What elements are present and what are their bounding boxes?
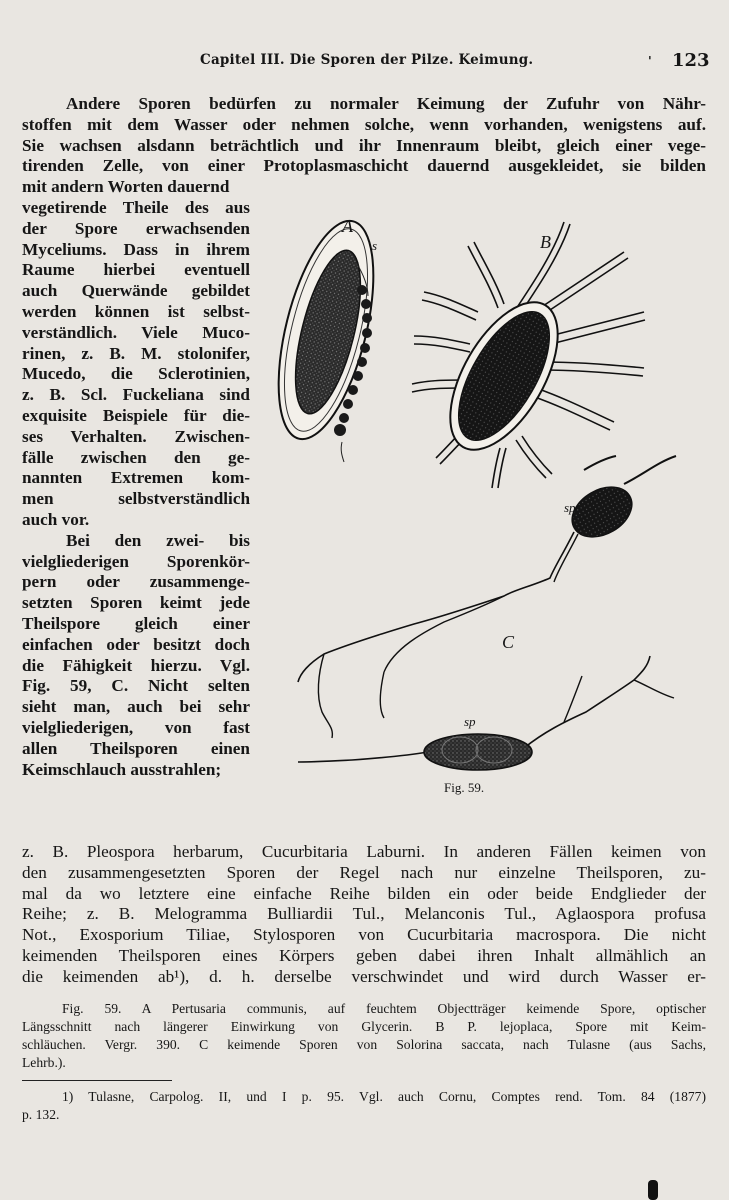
caption-line: Längsschnitt nach längerer Einwirkung von Glycerin. B P. lejoplaca, Spore mit Keim- xyxy=(22,1019,706,1034)
text-line: mal da wo letztere eine einfache Reihe bilden ein oder beide Endglieder der xyxy=(22,883,706,903)
text-line: sieht man, auch bei sehr xyxy=(22,697,250,717)
caption-line: Lehrb.). xyxy=(22,1055,66,1070)
running-title: Capitel III. Die Sporen der Pilze. Keimung. xyxy=(200,52,534,68)
text-line: nannten Extremen kom- xyxy=(22,468,250,488)
text-line: den zusammengesetzten Sporen der Regel nach nur einzelne Theilsporen, zu- xyxy=(22,862,706,882)
caption-line: Fig. 59. A Pertusaria communis, auf feuchtem Objectträger keimende Spore, optischer xyxy=(62,1001,706,1016)
spores-c xyxy=(298,456,676,770)
text-line: Fig. 59, C. Nicht selten xyxy=(22,676,250,696)
text-line: vielgliederigen, von fast xyxy=(22,717,250,737)
figure-label-sp: sp xyxy=(564,500,576,515)
text-line: keimenden Theilsporen eines Körpers geben dabei ihren Inhalt allmählich an xyxy=(22,945,706,965)
text-line: Andere Sporen bedürfen zu normaler Keimung der Zufuhr von Nähr- xyxy=(66,94,706,113)
running-header xyxy=(22,50,710,78)
text-line: rinen, z. B. M. stolonifer, xyxy=(22,343,250,363)
figure-caption xyxy=(22,1000,706,1072)
figure-label-a: A xyxy=(342,216,353,236)
text-line: Sie wachsen alsdann beträchtlich und ihr Innenraum bleibt, gleich einer vege- xyxy=(22,135,706,155)
figure-number: Fig. 59. xyxy=(444,780,485,795)
figure-label-c: C xyxy=(502,632,515,652)
footnote xyxy=(22,1088,706,1124)
text-line: exquisite Beispiele für die- xyxy=(22,405,250,425)
header-mark: ' xyxy=(648,54,652,68)
paragraph-full-width xyxy=(22,94,706,198)
text-line: z. B. Pleospora herbarum, Cucurbitaria Laburni. In anderen Fällen keimen von xyxy=(22,842,706,861)
text-line: ses Verhalten. Zwischen- xyxy=(22,426,250,446)
spore-b-body xyxy=(428,285,579,467)
text-line: stoffen mit dem Wasser oder nehmen solche, wenn vorhanden, wenigstens auf. xyxy=(22,114,706,134)
text-line: setzten Sporen keimt jede xyxy=(22,593,250,613)
text-line: Theilspore gleich einer xyxy=(22,613,250,633)
text-line: allen Theilsporen einen xyxy=(22,738,250,758)
text-line: die Fähigkeit hierzu. Vgl. xyxy=(22,655,250,675)
text-line: vielgliederigen Sporenkör- xyxy=(22,551,250,571)
text-line: Bei den zwei- bis xyxy=(66,530,250,550)
text-line: werden können ist selbst- xyxy=(22,301,250,321)
text-line: fälle zwischen den ge- xyxy=(22,447,250,467)
text-line: die keimenden ab¹), d. h. derselbe verschwindet und wird durch Wasser er- xyxy=(22,966,706,986)
text-line: mit andern Worten dauernd xyxy=(22,177,230,197)
text-line: tirenden Zelle, von einer Protoplasmaschicht dauernd ausgekleidet, sie bilden xyxy=(22,156,706,176)
text-line: auch vor. xyxy=(22,509,90,529)
figure-label-sp: sp xyxy=(464,714,476,729)
ink-speck xyxy=(648,1180,658,1200)
text-line: Myceliums. Dass in ihrem xyxy=(22,239,250,259)
text-line: men selbstverständlich xyxy=(22,489,250,509)
paragraph-bottom xyxy=(22,842,706,988)
figure-label-s: s xyxy=(372,238,378,253)
text-line: vegetirende Theile des aus xyxy=(22,198,250,217)
figure-59 xyxy=(264,212,704,812)
text-line: auch Querwände gebildet xyxy=(22,281,250,301)
text-line: Keimschlauch ausstrahlen; xyxy=(22,759,222,779)
figure-label-b: B xyxy=(540,232,551,252)
text-line: Raume hierbei eventuell xyxy=(22,260,250,280)
text-line: pern oder zusammenge- xyxy=(22,572,250,592)
text-line: der Spore erwachsenden xyxy=(22,218,250,238)
text-line: z. B. Scl. Fuckeliana sind xyxy=(22,385,250,405)
paragraph-narrow-column xyxy=(22,198,250,780)
footnote-line: 1) Tulasne, Carpolog. II, und I p. 95. Vgl. auch Cornu, Comptes rend. Tom. 84 (1877) xyxy=(62,1089,706,1104)
text-line: Mucedo, die Sclerotinien, xyxy=(22,364,250,384)
figure-illustration xyxy=(264,212,704,812)
footnote-rule xyxy=(22,1080,172,1081)
text-line: verständlich. Viele Muco- xyxy=(22,322,250,342)
text-line: Not., Exosporium Tiliae, Stylosporen von Cucurbitaria macrospora. Die nicht xyxy=(22,925,706,945)
footnote-line: p. 132. xyxy=(22,1107,60,1122)
text-line: einfachen oder besitzt doch xyxy=(22,634,250,654)
caption-line: schläuchen. Vergr. 390. C keimende Sporen von Solorina saccata, nach Tulasne (aus Sachs, xyxy=(22,1037,706,1052)
page-number: 123 xyxy=(672,50,710,71)
text-line: Reihe; z. B. Melogramma Bulliardii Tul., Melanconis Tul., Aglaospora profusa xyxy=(22,904,706,924)
